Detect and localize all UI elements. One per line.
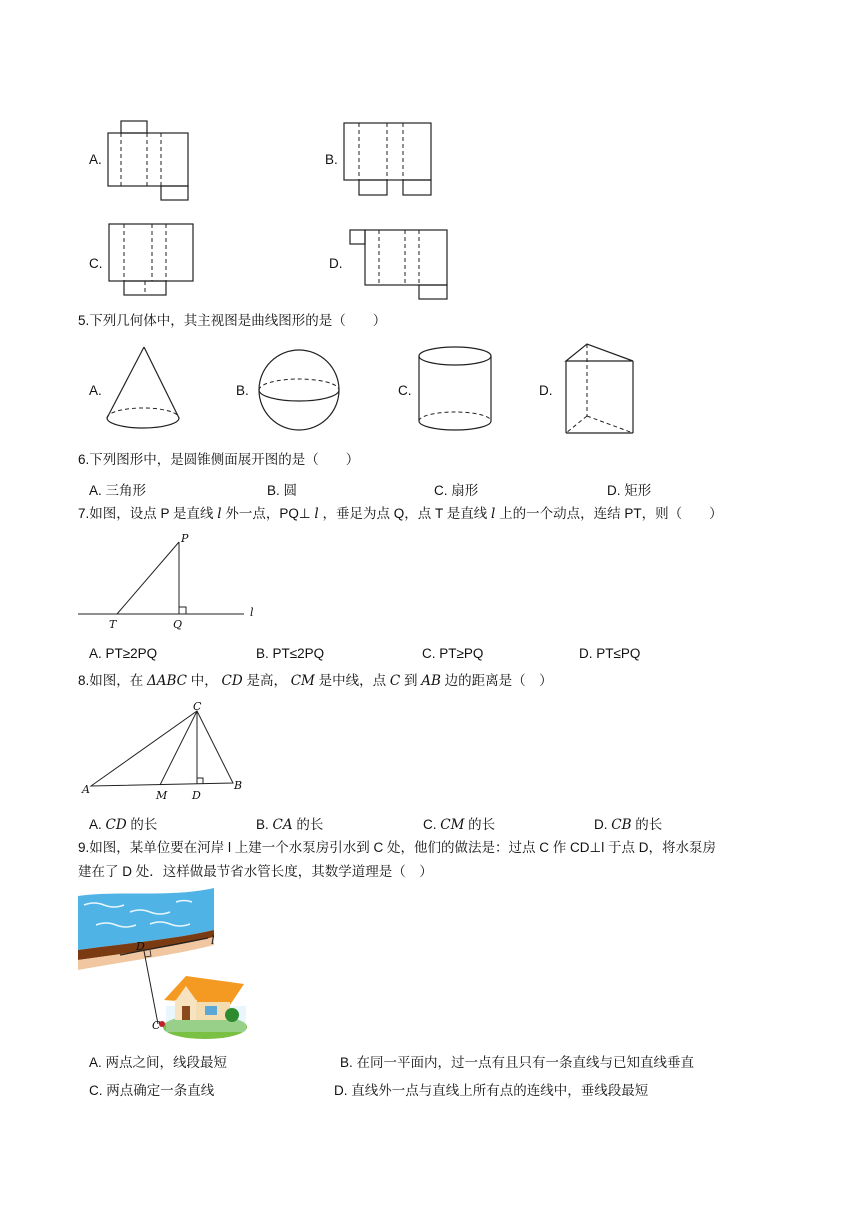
q7-line-l: l bbox=[250, 606, 254, 619]
q9-option-d[interactable]: D. 直线外一点与直线上所有点的连线中，垂线段最短 bbox=[334, 1083, 649, 1098]
q9-option-a[interactable]: A. 两点之间，线段最短 bbox=[89, 1055, 228, 1070]
q9-stem-line1: 9.如图，某单位要在河岸 l 上建一个水泵房引水到 C 处，他们的做法是：过点 C 作 CD⊥l 于点 D，将水泵房 bbox=[78, 840, 717, 855]
q9-point-d: D bbox=[136, 940, 145, 953]
q5-stem: 5.下列几何体中，其主视图是曲线图形的是（ ） bbox=[78, 313, 387, 328]
q8-option-a[interactable]: A. CD 的长 bbox=[89, 817, 158, 833]
q8-stem: 8.如图，在 ΔABC 中， CD 是高， CM 是中线，点 C 到 AB 边的距离是（ ） bbox=[78, 673, 553, 689]
q5-option-a-label[interactable]: A. bbox=[89, 383, 102, 398]
q6-option-c[interactable]: C. 扇形 bbox=[434, 483, 479, 498]
q7-stem: 7.如图，设点 P 是直线 l 外一点，PQ⊥ l ，垂足为点 Q，点 T 是直线 l 上的一个动点，连结 PT，则（ ） bbox=[78, 506, 723, 522]
q8-point-m: M bbox=[156, 789, 168, 802]
q7-option-b[interactable]: B. PT≤2PQ bbox=[256, 646, 325, 661]
q8-point-b: B bbox=[234, 779, 243, 792]
q8-option-d[interactable]: D. CB 的长 bbox=[594, 817, 663, 833]
q7-point-q: Q bbox=[173, 618, 183, 631]
q9-line-l: l bbox=[211, 934, 215, 947]
q4-option-c-label[interactable]: C. bbox=[89, 256, 103, 271]
q6-option-b[interactable]: B. 圆 bbox=[267, 483, 298, 498]
q4-option-d-label[interactable]: D. bbox=[329, 256, 343, 271]
q9-option-b[interactable]: B. 在同一平面内，过一点有且只有一条直线与已知直线垂直 bbox=[340, 1055, 695, 1070]
q9-option-c[interactable]: C. 两点确定一条直线 bbox=[89, 1083, 215, 1098]
q8-option-c[interactable]: C. CM 的长 bbox=[423, 817, 496, 833]
q5-option-c-label[interactable]: C. bbox=[398, 383, 412, 398]
q7-option-d[interactable]: D. PT≤PQ bbox=[579, 646, 641, 661]
q7-point-t: T bbox=[109, 618, 117, 631]
q5-option-b-label[interactable]: B. bbox=[236, 383, 249, 398]
q8-point-a: A bbox=[82, 783, 90, 796]
q7-point-p: P bbox=[181, 532, 189, 545]
q8-point-c: C bbox=[193, 700, 202, 713]
q9-point-c: C bbox=[152, 1019, 161, 1032]
q7-option-c[interactable]: C. PT≥PQ bbox=[422, 646, 484, 661]
q9-stem-line2: 建在了 D 处．这样做最节省水管长度，其数学道理是（ ） bbox=[78, 864, 433, 879]
q6-option-a[interactable]: A. 三角形 bbox=[89, 483, 147, 498]
q7-option-a[interactable]: A. PT≥2PQ bbox=[89, 646, 158, 661]
q4-option-a-label[interactable]: A. bbox=[89, 152, 102, 167]
q5-option-d-label[interactable]: D. bbox=[539, 383, 553, 398]
q6-stem: 6.下列图形中，是圆锥侧面展开图的是（ ） bbox=[78, 452, 360, 467]
q8-option-b[interactable]: B. CA 的长 bbox=[256, 817, 324, 833]
q8-point-d: D bbox=[192, 789, 201, 802]
q4-option-b-label[interactable]: B. bbox=[325, 152, 338, 167]
q6-option-d[interactable]: D. 矩形 bbox=[607, 483, 652, 498]
